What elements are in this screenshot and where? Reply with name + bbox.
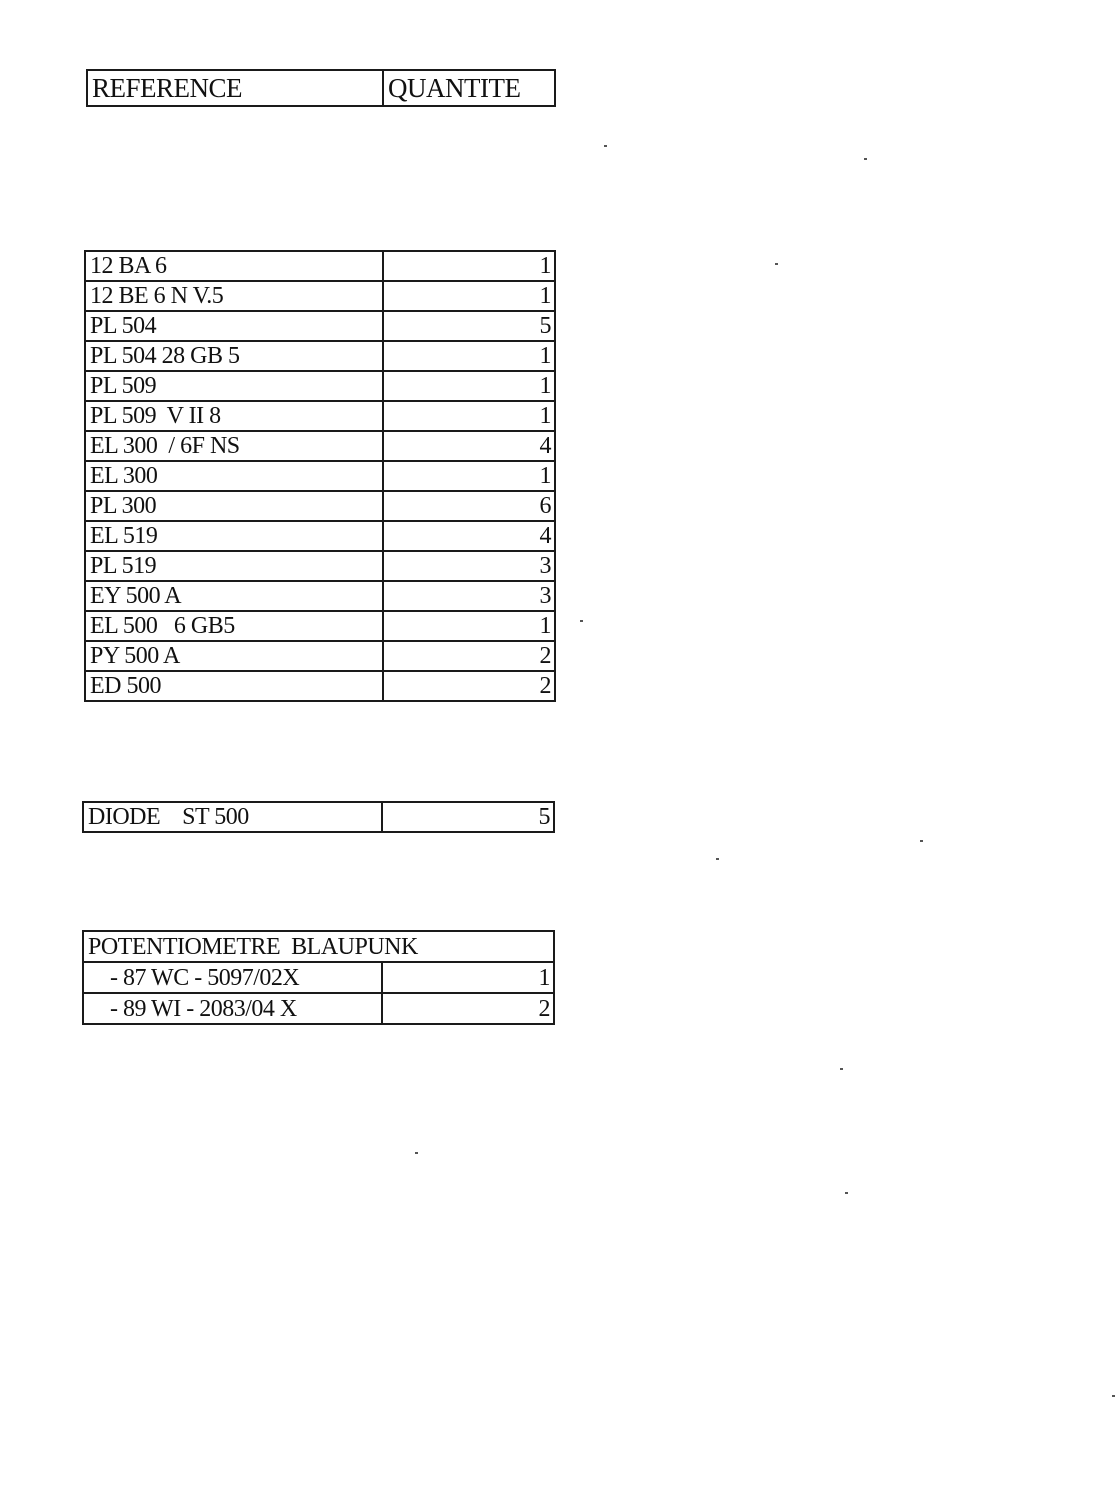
quantity-cell: 1 [383, 611, 555, 641]
table-row [85, 611, 555, 641]
reference-cell: - 89 WI - 2083/04 X [83, 993, 382, 1024]
scan-speck [716, 858, 719, 860]
scan-speck [864, 158, 867, 160]
quantity-cell: 1 [383, 251, 555, 281]
quantity-cell: 1 [383, 461, 555, 491]
table-row [85, 581, 555, 611]
quantity-cell: 1 [383, 371, 555, 401]
table-row [85, 551, 555, 581]
table-row [85, 461, 555, 491]
table-row [85, 641, 555, 671]
table-row [83, 802, 554, 832]
table-row [85, 311, 555, 341]
reference-cell: PL 300 [85, 491, 383, 521]
tubes-table [84, 250, 556, 702]
reference-cell: EY 500 A [85, 581, 383, 611]
reference-cell: ED 500 [85, 671, 383, 701]
quantity-cell: 3 [383, 551, 555, 581]
reference-header: REFERENCE [87, 70, 383, 106]
table-row [85, 371, 555, 401]
reference-cell: PL 504 [85, 311, 383, 341]
reference-cell: 12 BA 6 [85, 251, 383, 281]
quantity-cell: 1 [383, 281, 555, 311]
reference-cell: PY 500 A [85, 641, 383, 671]
quantity-cell: 5 [382, 802, 554, 832]
scan-speck [920, 840, 923, 842]
quantity-header: QUANTITE [383, 70, 555, 106]
table-row [85, 521, 555, 551]
reference-cell: PL 504 28 GB 5 [85, 341, 383, 371]
quantity-cell: 6 [383, 491, 555, 521]
reference-cell: EL 519 [85, 521, 383, 551]
scan-speck [415, 1152, 418, 1154]
scan-speck [604, 145, 607, 147]
quantity-cell: 5 [383, 311, 555, 341]
quantity-cell: 2 [383, 641, 555, 671]
scan-speck [1112, 1395, 1115, 1397]
quantity-cell: 3 [383, 581, 555, 611]
reference-cell: 12 BE 6 N V.5 [85, 281, 383, 311]
reference-cell: PL 509 [85, 371, 383, 401]
header-table [86, 69, 556, 107]
table-row [85, 341, 555, 371]
table-row [85, 251, 555, 281]
scan-speck [845, 1192, 848, 1194]
table-row [85, 431, 555, 461]
table-row [83, 962, 554, 993]
scan-speck [775, 263, 778, 265]
potentiometer-table [82, 930, 555, 1025]
scan-speck [840, 1068, 843, 1070]
table-row [85, 491, 555, 521]
quantity-cell: 4 [383, 431, 555, 461]
reference-cell: EL 300 / 6F NS [85, 431, 383, 461]
quantity-cell: 2 [382, 993, 554, 1024]
quantity-cell: 2 [383, 671, 555, 701]
reference-cell: EL 500 6 GB5 [85, 611, 383, 641]
quantity-cell: 1 [383, 341, 555, 371]
diode-table [82, 801, 555, 833]
reference-cell: EL 300 [85, 461, 383, 491]
table-row [83, 993, 554, 1024]
quantity-cell: 1 [382, 962, 554, 993]
quantity-cell: 1 [383, 401, 555, 431]
table-row [85, 671, 555, 701]
table-row [85, 281, 555, 311]
table-row [85, 401, 555, 431]
reference-cell: PL 519 [85, 551, 383, 581]
reference-cell: PL 509 V II 8 [85, 401, 383, 431]
header-row [87, 70, 555, 106]
potentiometer-title: POTENTIOMETRE BLAUPUNK [83, 931, 554, 962]
potentiometer-title-row [83, 931, 554, 962]
quantity-cell: 4 [383, 521, 555, 551]
reference-cell: DIODE ST 500 [83, 802, 382, 832]
reference-cell: - 87 WC - 5097/02X [83, 962, 382, 993]
scan-speck [580, 620, 583, 622]
